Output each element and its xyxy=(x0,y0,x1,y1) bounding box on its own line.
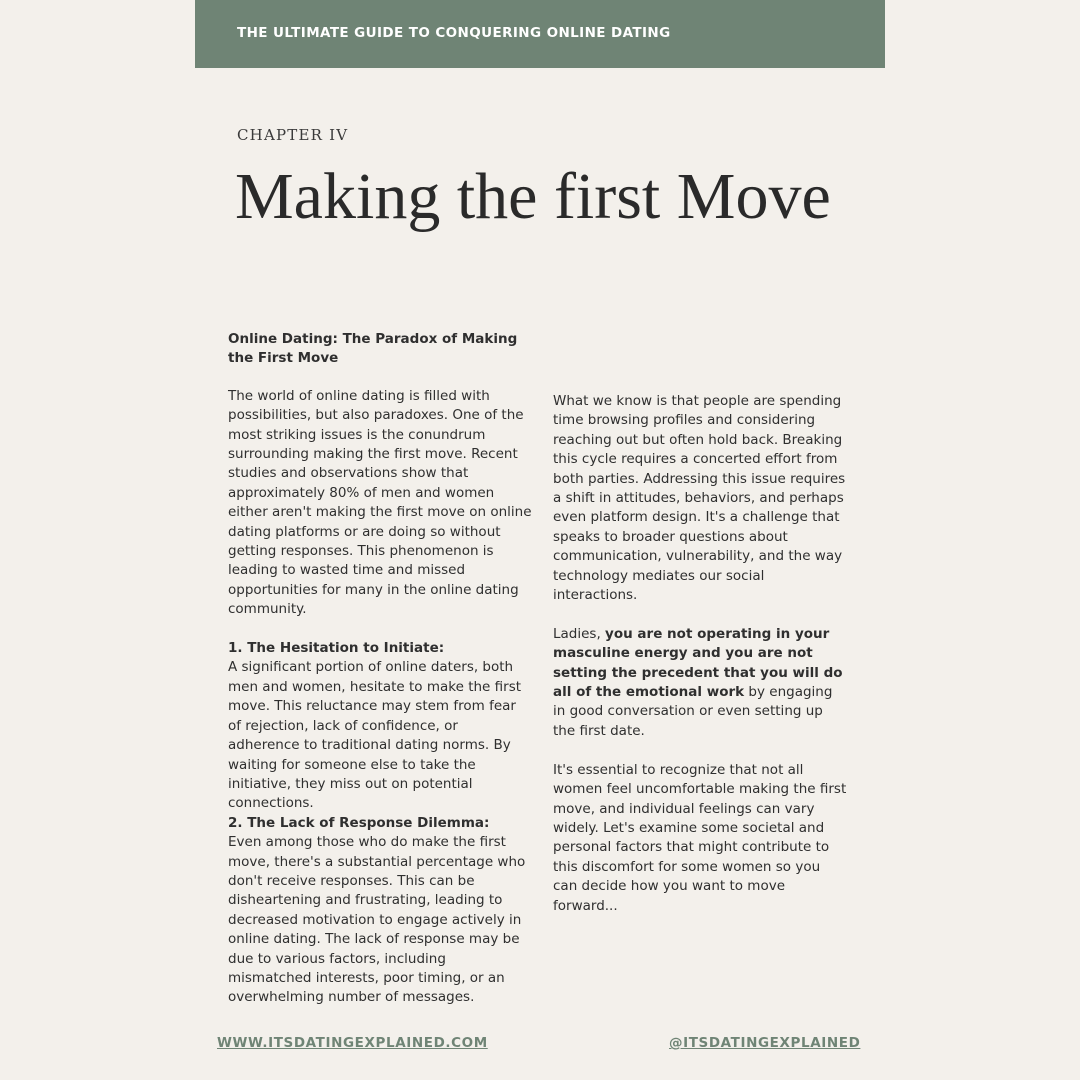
section-2-heading: 2. The Lack of Response Dilemma: xyxy=(228,814,490,831)
right-column xyxy=(553,392,848,916)
social-handle-link[interactable]: @ITSDATINGEXPLAINED xyxy=(669,1035,861,1051)
section-2-body: Even among those who do make the first move, there's a substantial percentage who don't receive responses. This can be disheartening and frustrating, leading to decreased motivation to engage actively in online dating. The lack of response may be due to various factors, including mismatched interests, poor timing, or an overwhelming number of messages. xyxy=(228,834,526,1006)
website-link[interactable]: WWW.ITSDATINGEXPLAINED.COM xyxy=(217,1035,488,1051)
left-column xyxy=(228,330,533,1008)
page-title: Making the first Move xyxy=(235,160,831,233)
paragraph-ladies xyxy=(553,625,848,741)
chapter-label: CHAPTER IV xyxy=(237,126,349,144)
section-1-heading: 1. The Hesitation to Initiate: xyxy=(228,640,445,657)
section-1-body: A significant portion of online daters, both men and women, hesitate to make the first move. This reluctance may stem from fear of rejection, lack of confidence, or adherence to traditional dating norms. By waiting for someone else to take the initiative, they miss out on potential connections. xyxy=(228,659,522,812)
header-banner xyxy=(195,0,885,68)
guide-title: THE ULTIMATE GUIDE TO CONQUERING ONLINE DATING xyxy=(237,25,671,41)
ladies-emphasis: you are not operating in your masculine energy and you are not setting the precedent that you will do all of the emotional work xyxy=(553,625,843,701)
ladies-lead: Ladies, xyxy=(553,625,606,642)
paragraph-cycle: What we know is that people are spending time browsing profiles and considering reaching out but often hold back. Breaking this cycle requires a concerted effort from both parties. Addressing this issue requires a shift in attitudes, behaviors, and perhaps even platform design. It's a challenge that speaks to broader questions about communication, vulnerability, and the way technology mediates our social interactions. xyxy=(553,393,846,604)
ladies-tail: by engaging in good conversation or even setting up the first date. xyxy=(553,684,833,739)
intro-paragraph: The world of online dating is filled with possibilities, but also paradoxes. One of the most striking issues is the conundrum surrounding making the first move. Recent studies and observations show that approximately 80% of men and women either aren't making the first move on online dating platforms or are doing so without getting responses. This phenomenon is leading to wasted time and missed opportunities for many in the online dating community. xyxy=(228,387,532,618)
section-subheading: Online Dating: The Paradox of Making the First Move xyxy=(228,331,518,367)
paragraph-recognize: It's essential to recognize that not all women feel uncomfortable making the first move, and individual feelings can vary widely. Let's examine some societal and personal factors that might contribute to this discomfort for some women so you can decide how you want to move forward... xyxy=(553,761,847,914)
